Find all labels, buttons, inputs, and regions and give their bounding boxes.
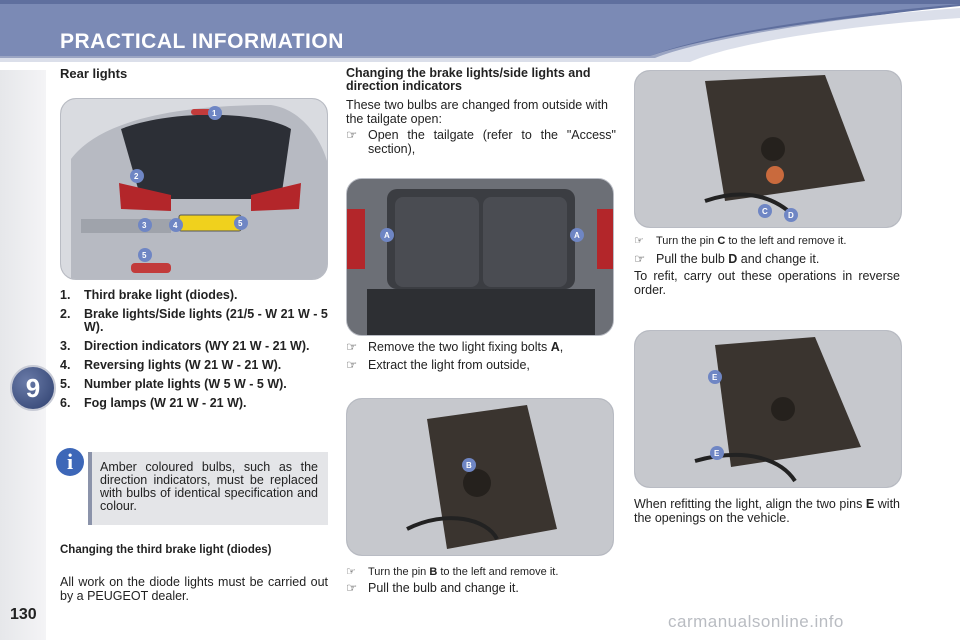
hand-pointer-icon: ☞ [346, 128, 358, 142]
section-title-brake-lights: Changing the brake lights/side lights and direction indicators [346, 66, 591, 93]
side-bar [0, 70, 46, 640]
info-box: Amber coloured bulbs, such as the direction indicators, must be replaced with bulbs of identical specification and colour. [88, 452, 328, 525]
boot-interior-image [346, 178, 614, 336]
step-remove-bolts: ☞ Remove the two light fixing bolts A, [346, 340, 564, 354]
legend-item: 3. Direction indicators (WY 21 W - 21 W). [60, 339, 310, 353]
callout-1-label: 1 [212, 109, 217, 118]
callout-4-label: 4 [173, 221, 178, 230]
chapter-tab: 9 [10, 365, 56, 411]
callout-e-bottom-label: E [714, 449, 720, 458]
section-title-rear-lights: Rear lights [60, 66, 128, 81]
callout-d-label: D [788, 211, 794, 220]
step-open-tailgate: ☞ Open the tailgate (refer to the "Access" section), [346, 128, 616, 156]
callout-2-label: 2 [134, 172, 139, 181]
callout-5b-label: 5 [142, 251, 147, 260]
hand-pointer-icon: ☞ [346, 581, 358, 595]
callout-5a-label: 5 [238, 219, 243, 228]
hand-pointer-icon: ☞ [346, 358, 358, 372]
legend-item: 4. Reversing lights (W 21 W - 21 W). [60, 358, 282, 372]
legend-item: 6. Fog lamps (W 21 W - 21 W). [60, 396, 247, 410]
callout-b-label: B [466, 461, 472, 470]
callout-a-right-label: A [574, 231, 580, 240]
page-title: PRACTICAL INFORMATION [60, 30, 344, 53]
align-note: When refitting the light, align the two pins E with the openings on the vehicle. [634, 497, 900, 525]
rear-lights-legend [60, 289, 332, 416]
hand-pointer-icon: ☞ [634, 235, 644, 247]
lamp-unit-b-image [346, 398, 614, 556]
watermark: carmanualsonline.info [668, 612, 844, 631]
lamp-unit-cd-image [634, 70, 902, 228]
callout-3-label: 3 [142, 221, 147, 230]
refit-note: To refit, carry out these operations in reverse order. [634, 269, 900, 297]
callout-a-left-label: A [384, 231, 390, 240]
diode-note: All work on the diode lights must be carried out by a PEUGEOT dealer. [60, 575, 328, 603]
hand-pointer-icon: ☞ [346, 340, 358, 354]
legend-item: 1. Third brake light (diodes). [60, 288, 238, 302]
info-icon: i [56, 448, 84, 476]
subheading-third-brake-light: Changing the third brake light (diodes) [60, 544, 272, 556]
brake-intro: These two bulbs are changed from outside with the tailgate open: [346, 98, 608, 126]
page-header [0, 0, 960, 70]
legend-item: 5. Number plate lights (W 5 W - 5 W). [60, 377, 287, 391]
step-turn-pin-b: ☞ Turn the pin B to the left and remove it. [346, 566, 559, 578]
callout-e-top-label: E [712, 373, 718, 382]
step-pull-bulb-d: ☞ Pull the bulb D and change it. [634, 252, 820, 266]
step-pull-bulb: ☞ Pull the bulb and change it. [346, 581, 519, 595]
hand-pointer-icon: ☞ [346, 566, 356, 578]
lamp-unit-e-image [634, 330, 902, 488]
callout-c-label: C [762, 207, 768, 216]
legend-item: 2. Brake lights/Side lights (21/5 - W 21 W - 5 W). [60, 307, 328, 334]
step-turn-pin-c: ☞ Turn the pin C to the left and remove it. [634, 235, 847, 247]
rear-car-image [60, 98, 328, 280]
page-number: 130 [10, 606, 37, 623]
step-extract-light: ☞ Extract the light from outside, [346, 358, 530, 372]
hand-pointer-icon: ☞ [634, 252, 646, 266]
